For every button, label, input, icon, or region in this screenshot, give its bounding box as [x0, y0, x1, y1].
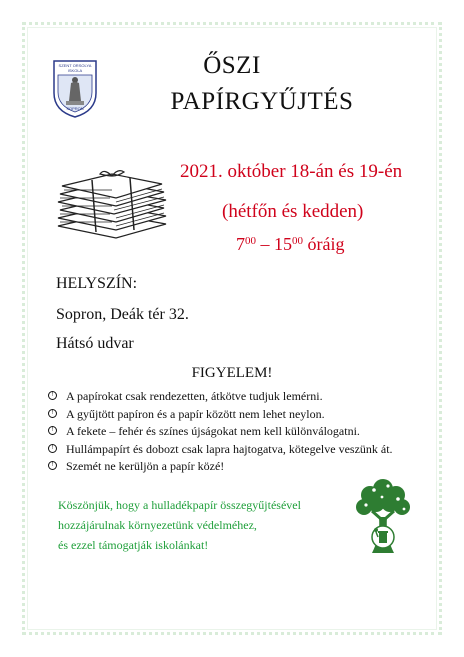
time-start-minutes: 00 [245, 235, 256, 247]
notice-item-text: A papírokat csak rendezetten, átkötve tudjuk lemérni. [66, 389, 323, 403]
exclamation-circle-icon: ! [48, 444, 57, 453]
time-end-hour: 15 [274, 234, 292, 254]
notice-item [48, 388, 393, 406]
thank-you-message [58, 495, 301, 555]
notice-item-text: Hullámpapírt és dobozt csak lapra hajtogatva, kötegelve veszünk át. [66, 441, 393, 456]
exclamation-circle-icon: ! [48, 426, 57, 435]
exclamation-circle-icon: ! [48, 409, 57, 418]
time-end-minutes: 00 [292, 235, 303, 247]
event-time [236, 234, 344, 255]
location-label: HELYSZÍN: [56, 275, 138, 292]
exclamation-circle-icon: ! [48, 461, 57, 470]
location-place: Hátsó udvar [56, 335, 134, 352]
title-line-2: PAPÍRGYŰJTÉS [170, 88, 354, 115]
thank-you-line: Köszönjük, hogy a hulladékpapír összegyűjtésével [58, 498, 301, 512]
svg-text:SZENT ORSOLYA: SZENT ORSOLYA [58, 63, 92, 68]
notice-item [48, 458, 393, 476]
event-date: 2021. október 18-án és 19-én [180, 161, 403, 182]
notice-item [48, 423, 393, 441]
thank-you-line: hozzájárulnak környezetünk védelméhez, [58, 518, 257, 532]
notice-list [48, 388, 393, 476]
notice-item-text: A fekete – fehér és színes újságokat nem kell különválogatni. [66, 424, 360, 439]
time-separator: – [256, 234, 274, 254]
svg-text:ISKOLA: ISKOLA [67, 68, 83, 73]
notice-item-text: Szemét ne kerüljön a papír közé! [66, 459, 225, 474]
exclamation-circle-icon: ! [48, 391, 57, 400]
title-line-1: ŐSZI [203, 52, 261, 79]
thank-you-line: és ezzel támogatják iskolánkat! [58, 538, 209, 552]
notice-title: FIGYELEM! [191, 365, 273, 381]
time-start-hour: 7 [236, 234, 245, 254]
recycling-tree-icon [352, 475, 414, 555]
location-address: Sopron, Deák tér 32. [56, 306, 189, 323]
time-suffix: óráig [303, 234, 345, 254]
paper-stack-illustration [52, 168, 170, 240]
event-days: (hétfőn és kedden) [222, 201, 364, 222]
notice-item [48, 441, 393, 459]
notice-item-text: A gyűjtött papíron és a papír között nem lehet neylon. [66, 406, 325, 421]
notice-item [48, 406, 393, 424]
svg-text:SOPRON: SOPRON [66, 106, 84, 111]
